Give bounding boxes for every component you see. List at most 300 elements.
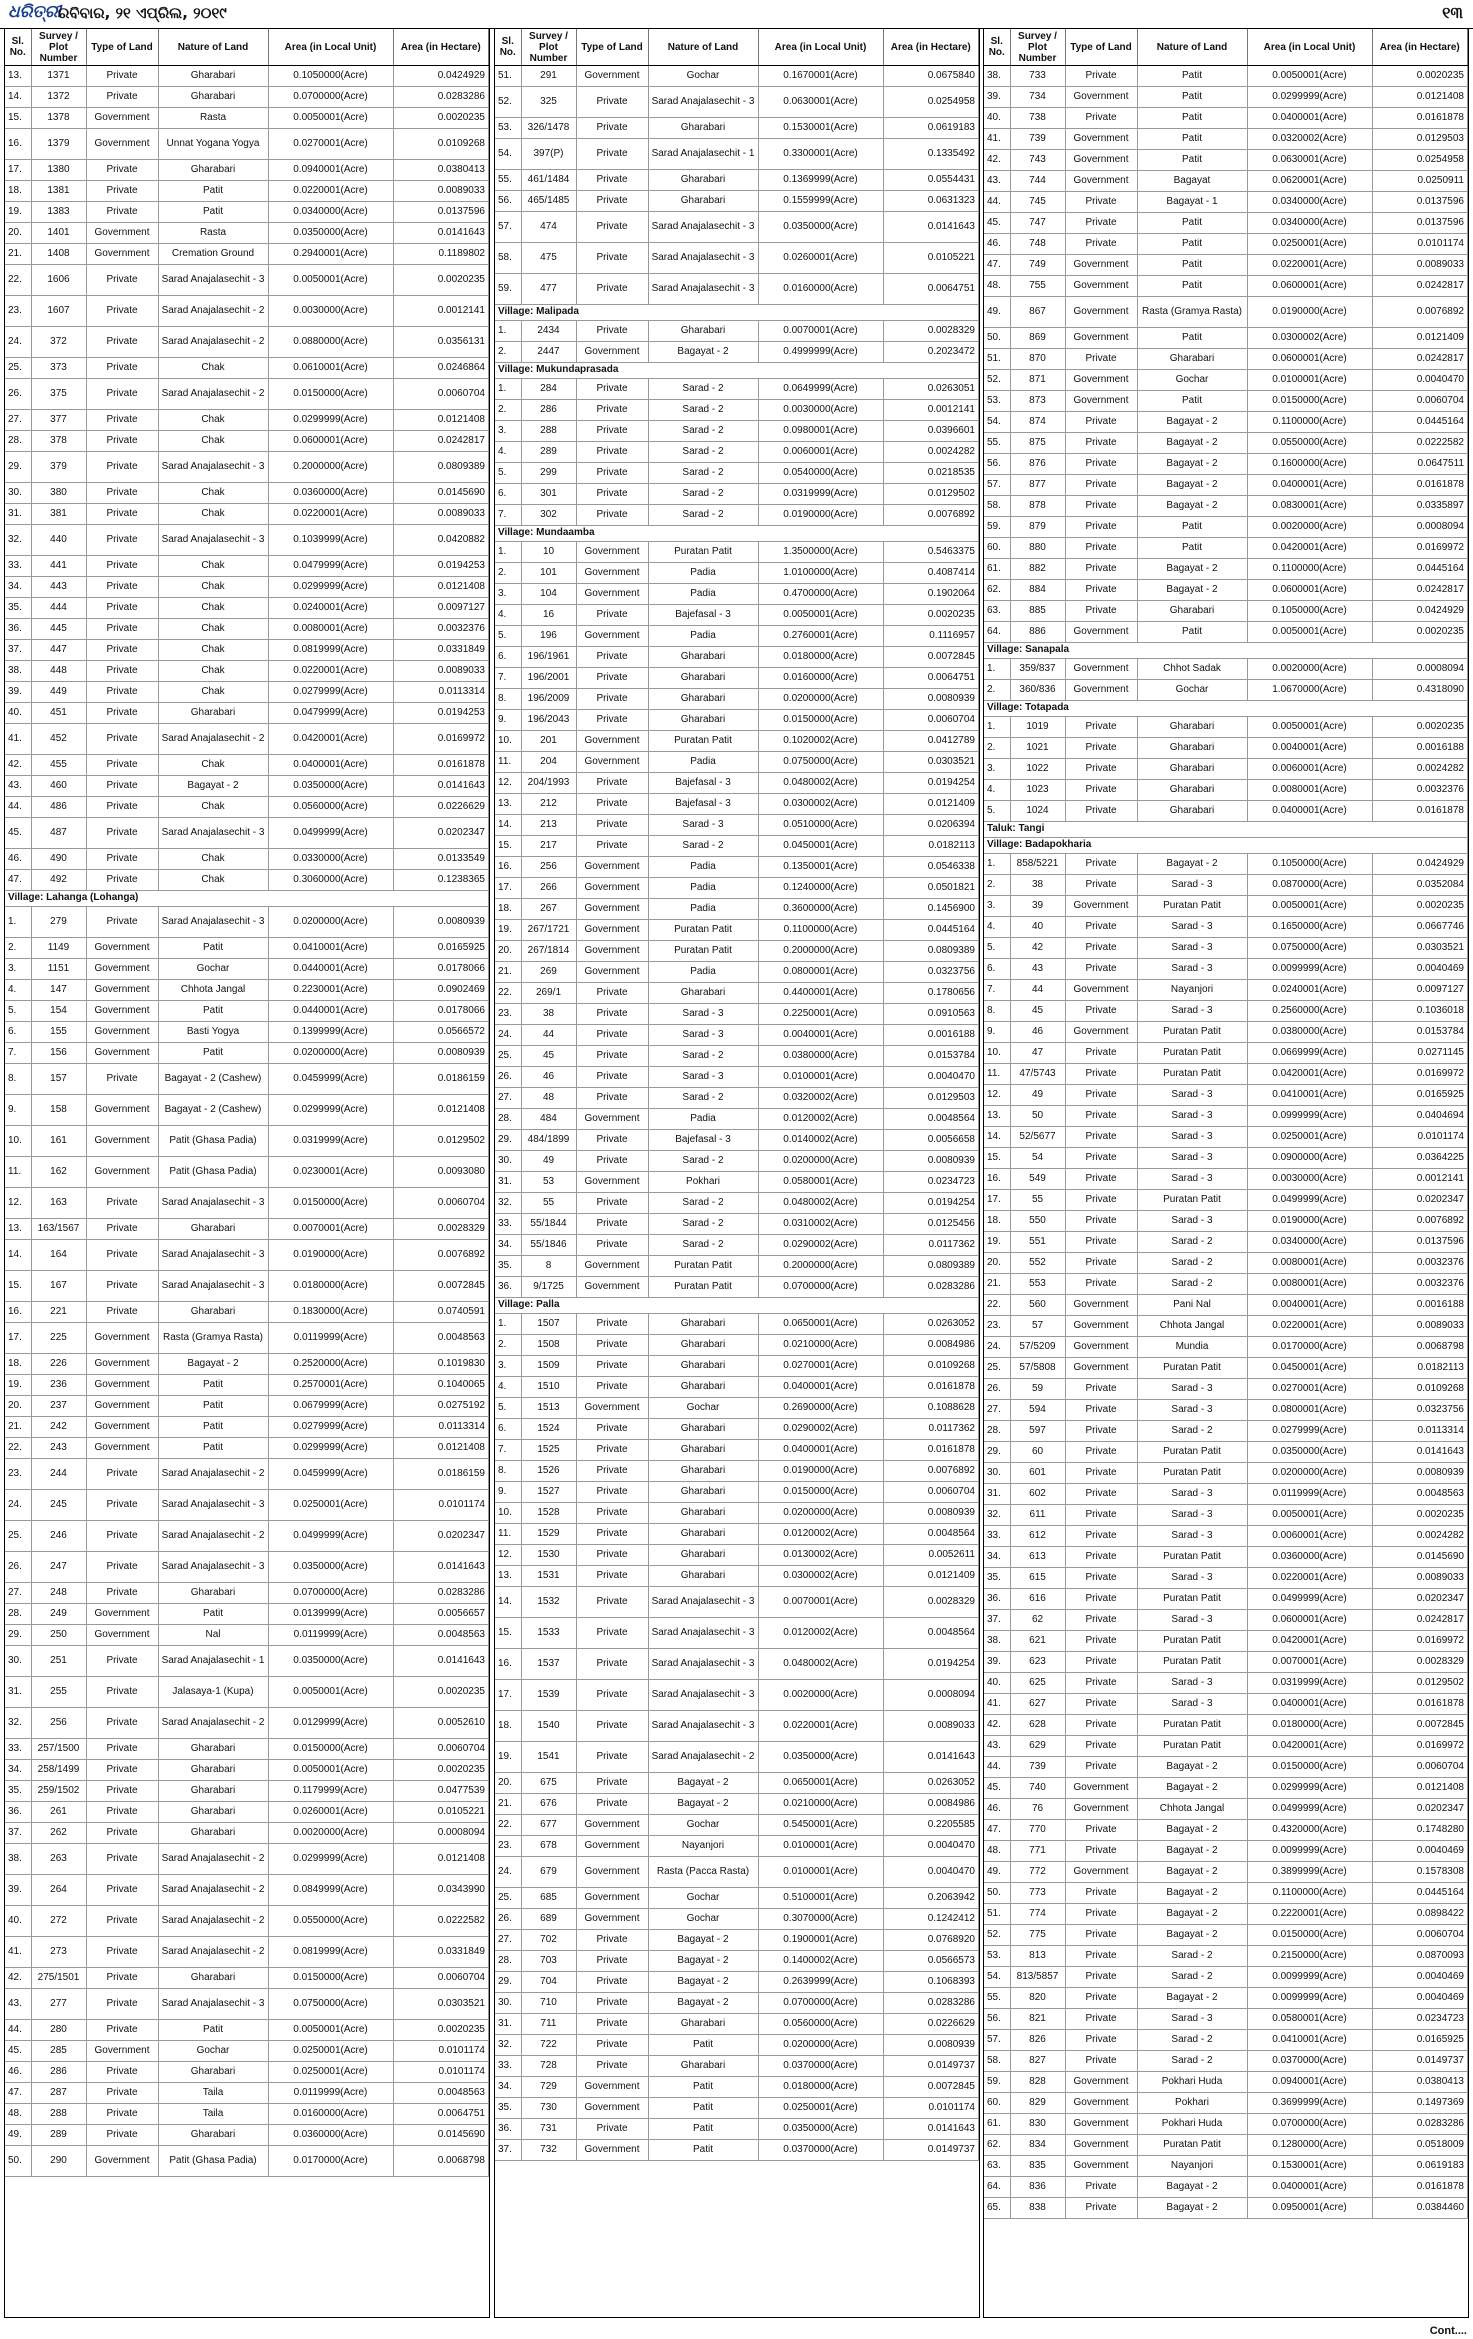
nature-of-land: Gharabari (158, 2062, 268, 2083)
type-of-land: Private (1065, 1442, 1137, 1463)
area-local-unit: 0.0020000(Acre) (1247, 517, 1372, 538)
nature-of-land: Gharabari (158, 2125, 268, 2146)
survey-plot-number: 264 (31, 1875, 86, 1906)
nature-of-land: Patit (158, 1438, 268, 1459)
survey-plot-number: 10 (521, 542, 576, 563)
nature-of-land: Bagayat - 2 (648, 1972, 758, 1993)
issue-date: ରବିବାର, ୨୧ ଏପ୍ରିଲ, ୨୦୧୯ (58, 4, 227, 22)
table-row (984, 2051, 1468, 2072)
type-of-land: Government (1065, 2072, 1137, 2093)
table-row (5, 1157, 489, 1188)
survey-plot-number: 1151 (31, 959, 86, 980)
area-local-unit: 0.0319999(Acre) (268, 1126, 393, 1157)
type-of-land: Private (1065, 1988, 1137, 2009)
area-hectare: 0.0323756 (883, 962, 979, 983)
table-row (495, 2056, 979, 2077)
sl-no: 15. (495, 836, 521, 857)
nature-of-land: Sarad - 2 (648, 400, 758, 421)
nature-of-land: Chak (158, 410, 268, 431)
area-hectare: 0.1242412 (883, 1909, 979, 1930)
area-local-unit: 0.0060001(Acre) (758, 442, 883, 463)
sl-no: 50. (984, 328, 1010, 349)
type-of-land: Private (576, 1794, 648, 1815)
survey-plot-number: 397(P) (521, 139, 576, 170)
area-local-unit: 0.0480002(Acre) (758, 1649, 883, 1680)
area-local-unit: 0.0050001(Acre) (1247, 896, 1372, 917)
survey-plot-number: 553 (1010, 1274, 1065, 1295)
nature-of-land: Bagayat - 2 (158, 1354, 268, 1375)
survey-plot-number: 1525 (521, 1440, 576, 1461)
type-of-land: Private (1065, 475, 1137, 496)
village-heading: Village: Lahanga (Lohanga) (5, 891, 489, 907)
area-hectare: 0.0072845 (883, 647, 979, 668)
sl-no: 6. (5, 1022, 31, 1043)
area-local-unit: 0.2150000(Acre) (1247, 1946, 1372, 1967)
sl-no: 62. (984, 580, 1010, 601)
area-local-unit: 0.0150000(Acre) (1247, 1925, 1372, 1946)
area-hectare: 0.0226629 (883, 2014, 979, 2035)
nature-of-land: Bagayat - 2 (1137, 2177, 1247, 2198)
table-row (5, 1375, 489, 1396)
survey-plot-number: 46 (1010, 1022, 1065, 1043)
area-local-unit: 0.1050000(Acre) (268, 66, 393, 87)
survey-plot-header: Survey / Plot Number (1010, 29, 1065, 66)
area-hectare: 0.0060704 (883, 1482, 979, 1503)
survey-plot-number: 277 (31, 1989, 86, 2020)
table-row (5, 431, 489, 452)
nature-of-land: Puratan Patit (648, 920, 758, 941)
table-row (984, 2030, 1468, 2051)
nature-of-land: Sarad - 3 (648, 815, 758, 836)
survey-plot-number: 594 (1010, 1400, 1065, 1421)
area-hectare: 0.0546338 (883, 857, 979, 878)
table-row (984, 1421, 1468, 1442)
sl-no: 31. (984, 1484, 1010, 1505)
table-row (984, 1295, 1468, 1316)
survey-plot-number: 226 (31, 1354, 86, 1375)
type-of-land: Private (86, 525, 158, 556)
sl-no: 5. (495, 1398, 521, 1419)
sl-no: 21. (984, 1274, 1010, 1295)
table-row (5, 556, 489, 577)
type-of-land: Private (1065, 1631, 1137, 1652)
area-hectare: 0.0161878 (1372, 475, 1468, 496)
type-of-land: Government (86, 1095, 158, 1126)
table-row (5, 682, 489, 703)
sl-no: 38. (5, 1844, 31, 1875)
area-local-unit: 0.0190000(Acre) (268, 1240, 393, 1271)
type-of-land: Private (86, 797, 158, 818)
survey-plot-number: 477 (521, 274, 576, 305)
type-of-land: Private (86, 160, 158, 181)
village-heading-row (495, 526, 979, 542)
sl-no: 36. (495, 1277, 521, 1298)
area-hectare: 0.0169972 (1372, 1736, 1468, 1757)
survey-plot-number: 57 (1010, 1316, 1065, 1337)
nature-of-land: Chak (158, 598, 268, 619)
table-row (984, 801, 1468, 822)
type-of-land: Private (1065, 601, 1137, 622)
nature-of-land: Bagayat - 2 (1137, 854, 1247, 875)
sl-no: 19. (984, 1232, 1010, 1253)
area-local-unit: 0.0030000(Acre) (1247, 1169, 1372, 1190)
area-local-unit: 0.0400001(Acre) (1247, 2177, 1372, 2198)
table-row (495, 1419, 979, 1440)
area-hectare: 0.0117362 (883, 1419, 979, 1440)
area-local-unit: 0.0610001(Acre) (268, 358, 393, 379)
survey-plot-number: 486 (31, 797, 86, 818)
sl-no: 57. (984, 475, 1010, 496)
table-row (5, 265, 489, 296)
survey-plot-number: 16 (521, 605, 576, 626)
survey-plot-number: 50 (1010, 1106, 1065, 1127)
survey-plot-number: 492 (31, 870, 86, 891)
survey-plot-number: 821 (1010, 2009, 1065, 2030)
survey-plot-number: 285 (31, 2041, 86, 2062)
survey-plot-number: 2447 (521, 342, 576, 363)
type-of-land: Private (1065, 349, 1137, 370)
area-hectare: 0.1335492 (883, 139, 979, 170)
nature-of-land: Sarad - 2 (1137, 1967, 1247, 1988)
table-row (984, 659, 1468, 680)
nature-of-land: Pani Nal (1137, 1295, 1247, 1316)
type-of-land: Private (576, 1025, 648, 1046)
area-local-unit: 0.0050001(Acre) (268, 1760, 393, 1781)
sl-no: 33. (495, 1214, 521, 1235)
table-row (495, 710, 979, 731)
sl-no: 2. (984, 875, 1010, 896)
area-hectare: 0.0105221 (883, 243, 979, 274)
area-hectare: 0.0125456 (883, 1214, 979, 1235)
nature-of-land: Bagayat - 2 (1137, 1883, 1247, 1904)
survey-plot-number: 204/1993 (521, 773, 576, 794)
sl-no: 34. (984, 1547, 1010, 1568)
nature-of-land: Chak (158, 556, 268, 577)
area-hectare: 0.0084986 (883, 1794, 979, 1815)
table-row (5, 296, 489, 327)
sl-no: 23. (5, 1459, 31, 1490)
table-row (5, 504, 489, 525)
type-of-land: Private (86, 1781, 158, 1802)
area-local-unit: 0.0250001(Acre) (1247, 234, 1372, 255)
area-hectare: 0.1040065 (393, 1375, 489, 1396)
area-hectare: 0.0226629 (393, 797, 489, 818)
area-hectare: 0.0064751 (883, 668, 979, 689)
sl-no: 13. (495, 794, 521, 815)
survey-plot-number: 771 (1010, 1841, 1065, 1862)
sl-no: 31. (495, 2014, 521, 2035)
survey-plot-number: 441 (31, 556, 86, 577)
sl-no: 25. (5, 358, 31, 379)
table-row (5, 938, 489, 959)
nature-of-land: Gochar (1137, 370, 1247, 391)
survey-plot-number: 871 (1010, 370, 1065, 391)
nature-of-land: Patit (1137, 150, 1247, 171)
survey-plot-number: 272 (31, 1906, 86, 1937)
type-of-land: Private (86, 661, 158, 682)
area-local-unit: 0.0350000(Acre) (268, 1552, 393, 1583)
sl-no: 1. (984, 854, 1010, 875)
area-hectare: 0.0194254 (883, 1649, 979, 1680)
area-hectare: 0.0020235 (393, 108, 489, 129)
area-hectare: 0.0060704 (393, 1188, 489, 1219)
type-of-land: Private (86, 1490, 158, 1521)
table-row (495, 1482, 979, 1503)
area-local-unit: 0.0200000(Acre) (758, 689, 883, 710)
area-hectare: 0.1780656 (883, 983, 979, 1004)
sl-no: 46. (984, 234, 1010, 255)
survey-plot-number: 451 (31, 703, 86, 724)
sl-no: 46. (984, 1799, 1010, 1820)
area-hectare: 0.0768920 (883, 1930, 979, 1951)
nature-of-land: Bagayat - 2 (648, 1951, 758, 1972)
table-row (495, 878, 979, 899)
nature-of-land: Sarad - 3 (1137, 1085, 1247, 1106)
nature-of-land: Bajefasal - 3 (648, 605, 758, 626)
survey-plot-number: 1383 (31, 202, 86, 223)
area-hectare: 0.0202347 (393, 818, 489, 849)
sl-no: 12. (495, 1545, 521, 1566)
area-hectare: 0.0084986 (883, 1335, 979, 1356)
area-hectare: 0.0076892 (883, 1461, 979, 1482)
area-hectare: 0.1497369 (1372, 2093, 1468, 2114)
type-of-land: Private (576, 794, 648, 815)
type-of-land: Private (86, 1552, 158, 1583)
survey-plot-number: 455 (31, 755, 86, 776)
sl-no: 28. (495, 1951, 521, 1972)
type-of-land: Private (576, 1566, 648, 1587)
survey-plot-number: 685 (521, 1888, 576, 1909)
type-of-land: Private (576, 274, 648, 305)
type-of-land: Private (576, 1130, 648, 1151)
table-row (495, 920, 979, 941)
area-hectare: 0.0137596 (1372, 213, 1468, 234)
area-hectare: 0.0554431 (883, 170, 979, 191)
table-row (984, 370, 1468, 391)
survey-plot-number: 55 (1010, 1190, 1065, 1211)
survey-plot-number: 1023 (1010, 780, 1065, 801)
sl-no: 25. (984, 1358, 1010, 1379)
nature-of-land: Sarad Anajalasechit - 1 (158, 1646, 268, 1677)
survey-plot-number: 289 (31, 2125, 86, 2146)
type-of-land: Private (1065, 108, 1137, 129)
nature-of-land: Sarad Anajalasechit - 2 (158, 379, 268, 410)
nature-of-land: Sarad Anajalasechit - 3 (158, 1490, 268, 1521)
area-local-unit: 0.0180000(Acre) (758, 2077, 883, 2098)
area-local-unit: 0.0190000(Acre) (1247, 1211, 1372, 1232)
area-local-unit: 0.3060000(Acre) (268, 870, 393, 891)
survey-plot-number: 279 (31, 907, 86, 938)
table-row (495, 1440, 979, 1461)
sl-no: 31. (5, 504, 31, 525)
type-of-land: Government (1065, 659, 1137, 680)
area-hectare: 0.0032376 (1372, 780, 1468, 801)
area-local-unit: 0.0600001(Acre) (1247, 349, 1372, 370)
table-row (984, 1547, 1468, 1568)
table-row (984, 854, 1468, 875)
table-row (495, 118, 979, 139)
type-of-land: Government (576, 1857, 648, 1888)
survey-plot-number: 326/1478 (521, 118, 576, 139)
type-of-land: Private (1065, 738, 1137, 759)
area-local-unit: 0.0150000(Acre) (1247, 391, 1372, 412)
village-heading-row (5, 891, 489, 907)
table-row (495, 2119, 979, 2140)
area-local-unit: 0.2520000(Acre) (268, 1354, 393, 1375)
area-hectare: 0.2023472 (883, 342, 979, 363)
sl-no: 16. (495, 1649, 521, 1680)
table-row (5, 108, 489, 129)
area-local-unit: 0.0350000(Acre) (268, 776, 393, 797)
area-local-unit: 0.1050000(Acre) (1247, 854, 1372, 875)
nature-of-land: Sarad - 3 (1137, 959, 1247, 980)
type-of-land: Private (1065, 1967, 1137, 1988)
area-hectare: 0.0072845 (883, 2077, 979, 2098)
survey-plot-number: 748 (1010, 234, 1065, 255)
table-row (984, 980, 1468, 1001)
nature-of-land: Sarad Anajalasechit - 2 (158, 1844, 268, 1875)
sl-no: 38. (984, 1631, 1010, 1652)
type-of-land: Private (576, 191, 648, 212)
sl-no: 23. (984, 1316, 1010, 1337)
type-of-land: Government (576, 66, 648, 87)
type-of-land: Private (1065, 1904, 1137, 1925)
table-row (984, 1379, 1468, 1400)
table-row (984, 1400, 1468, 1421)
sl-no: 65. (984, 2198, 1010, 2219)
type-of-land: Government (86, 129, 158, 160)
area-local-unit: 0.0480002(Acre) (758, 773, 883, 794)
nature-of-land: Sarad - 2 (648, 463, 758, 484)
type-of-land: Government (1065, 1022, 1137, 1043)
area-local-unit: 0.1100000(Acre) (1247, 1883, 1372, 1904)
type-of-land: Private (86, 1521, 158, 1552)
type-of-land: Private (86, 577, 158, 598)
sl-no: 8. (5, 1064, 31, 1095)
table-row (5, 1001, 489, 1022)
area-local-unit: 0.0340000(Acre) (1247, 1232, 1372, 1253)
area-local-unit: 0.0200000(Acre) (268, 907, 393, 938)
survey-plot-number: 444 (31, 598, 86, 619)
table-row (984, 1673, 1468, 1694)
type-of-land: Private (86, 379, 158, 410)
survey-plot-number: 53 (521, 1172, 576, 1193)
area-hectare: 0.0445164 (883, 920, 979, 941)
area-hectare: 0.0089033 (393, 661, 489, 682)
survey-plot-number: 104 (521, 584, 576, 605)
area-local-unit: 0.1400002(Acre) (758, 1951, 883, 1972)
area-local-unit: 0.0980001(Acre) (758, 421, 883, 442)
sl-no: 2. (5, 938, 31, 959)
area-hectare: 0.0194254 (883, 773, 979, 794)
area-local-unit: 0.0350000(Acre) (268, 1646, 393, 1677)
sl-no: 8. (495, 1461, 521, 1482)
area-local-unit: 0.0400001(Acre) (268, 755, 393, 776)
table-row (5, 1417, 489, 1438)
area-hectare: 0.0234723 (883, 1172, 979, 1193)
type-of-land: Private (576, 1972, 648, 1993)
area-hectare: 0.0263052 (883, 1314, 979, 1335)
sl-no: 20. (5, 1396, 31, 1417)
survey-plot-number: 1528 (521, 1503, 576, 1524)
sl-no: 14. (495, 815, 521, 836)
area-local-unit: 0.0400001(Acre) (1247, 801, 1372, 822)
area-local-unit: 0.0150000(Acre) (1247, 1757, 1372, 1778)
type-of-land: Government (576, 941, 648, 962)
area-local-unit: 0.0100001(Acre) (758, 1836, 883, 1857)
table-row (5, 87, 489, 108)
type-of-land: Government (1065, 328, 1137, 349)
table-row (5, 797, 489, 818)
area-local-unit: 0.0650001(Acre) (758, 1773, 883, 1794)
area-local-unit: 0.0050001(Acre) (1247, 66, 1372, 87)
nature-of-land: Nal (158, 1625, 268, 1646)
area-hectare: 0.0060704 (883, 710, 979, 731)
area-local-unit: 0.1369999(Acre) (758, 170, 883, 191)
nature-of-land: Bagayat - 2 (1137, 1778, 1247, 1799)
nature-of-land: Gharabari (158, 1739, 268, 1760)
survey-plot-number: 57/5209 (1010, 1337, 1065, 1358)
type-of-land: Private (1065, 1694, 1137, 1715)
type-of-land: Government (1065, 255, 1137, 276)
survey-plot-number: 47 (1010, 1043, 1065, 1064)
area-local-unit: 0.0679999(Acre) (268, 1396, 393, 1417)
area-local-unit: 0.0120002(Acre) (758, 1109, 883, 1130)
area-local-unit: 0.0040001(Acre) (1247, 738, 1372, 759)
area-local-unit: 0.1600000(Acre) (1247, 454, 1372, 475)
sl-no: 32. (495, 2035, 521, 2056)
area-local-unit: 0.0540000(Acre) (758, 463, 883, 484)
area-hectare: 0.0012141 (883, 400, 979, 421)
area-hectare: 0.0477539 (393, 1781, 489, 1802)
nature-of-land: Patit (1137, 622, 1247, 643)
survey-plot-number: 886 (1010, 622, 1065, 643)
area-hectare: 0.0016188 (883, 1025, 979, 1046)
sl-no: 19. (495, 920, 521, 941)
area-hectare: 0.1019830 (393, 1354, 489, 1375)
type-of-land: Government (1065, 297, 1137, 328)
survey-plot-number: 858/5221 (1010, 854, 1065, 875)
area-hectare: 0.0068798 (393, 2146, 489, 2177)
area-hectare: 0.0141643 (393, 776, 489, 797)
survey-plot-number: 885 (1010, 601, 1065, 622)
sl-no: 35. (5, 1781, 31, 1802)
table-row (495, 2035, 979, 2056)
area-hectare: 0.0060704 (393, 379, 489, 410)
table-row (495, 563, 979, 584)
type-of-land: Private (86, 1271, 158, 1302)
type-of-land: Government (1065, 2135, 1137, 2156)
nature-of-land: Patit (1137, 87, 1247, 108)
area-hectare: 0.0040469 (1372, 959, 1468, 980)
type-of-land: Government (1065, 1799, 1137, 1820)
survey-plot-number: 286 (31, 2062, 86, 2083)
sl-no: 64. (984, 622, 1010, 643)
area-local-unit: 0.0499999(Acre) (1247, 1799, 1372, 1820)
area-hectare: 0.0020235 (1372, 66, 1468, 87)
sl-no: 2. (495, 400, 521, 421)
sl-no: 13. (984, 1106, 1010, 1127)
area-local-unit: 0.1530001(Acre) (1247, 2156, 1372, 2177)
area-hectare: 0.1088628 (883, 1398, 979, 1419)
type-of-land: Private (86, 452, 158, 483)
nature-of-land: Sarad Anajalasechit - 1 (648, 139, 758, 170)
table-row (984, 738, 1468, 759)
sl-no: 17. (5, 160, 31, 181)
table-row (984, 622, 1468, 643)
table-row (495, 66, 979, 87)
area-hectare: 0.0028329 (883, 1587, 979, 1618)
